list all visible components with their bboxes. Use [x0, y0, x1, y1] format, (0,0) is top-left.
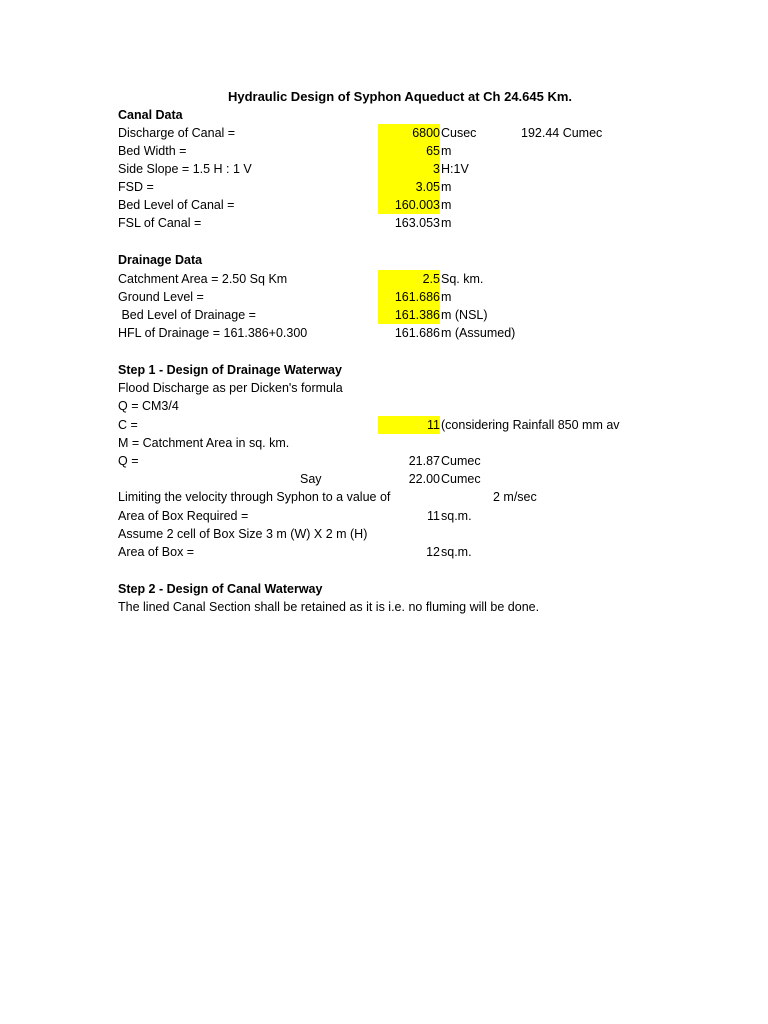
say-unit: Cumec — [441, 472, 481, 486]
bed-level-drainage-value: 161.386 — [394, 308, 440, 322]
ground-level-label: Ground Level = — [118, 290, 204, 304]
page-title: Hydraulic Design of Syphon Aqueduct at Ch 24.645 Km. — [227, 89, 573, 104]
catchment-row — [0, 270, 768, 288]
bed-level-drainage-label: Bed Level of Drainage = — [118, 308, 256, 322]
velocity-label: Limiting the velocity through Syphon to a value of — [118, 490, 391, 504]
q-formula-row — [0, 397, 768, 415]
input-highlight-cell — [378, 160, 440, 178]
hfl-drainage-unit: m (Assumed) — [441, 326, 516, 340]
catchment-value: 2.5 — [422, 272, 440, 286]
area-required-row — [0, 507, 768, 525]
canal-data-heading: Canal Data — [118, 108, 183, 122]
side-slope-value: 3 — [433, 162, 440, 176]
velocity-value: 2 m/sec — [493, 490, 537, 504]
q-result-row — [0, 452, 768, 470]
m-row — [0, 434, 768, 452]
catchment-label: Catchment Area = 2.50 Sq Km — [118, 272, 288, 286]
c-value: 11 — [427, 418, 440, 432]
discharge-row — [0, 124, 768, 142]
fsl-canal-value: 163.053 — [394, 216, 440, 230]
q-formula: Q = CM3/4 — [118, 399, 179, 413]
area-required-unit: sq.m. — [441, 509, 472, 523]
area-box-value: 12 — [426, 545, 440, 559]
step2-heading-row — [0, 580, 768, 598]
fsl-canal-row — [0, 214, 768, 232]
step1-heading: Step 1 - Design of Drainage Waterway — [118, 363, 342, 377]
m-label: M = Catchment Area in sq. km. — [118, 436, 290, 450]
c-row — [0, 416, 768, 434]
bed-width-value: 65 — [426, 144, 440, 158]
step2-note: The lined Canal Section shall be retained as it is i.e. no fluming will be done. — [118, 600, 540, 614]
bed-width-label: Bed Width = — [118, 144, 187, 158]
area-required-value: 11 — [427, 509, 440, 523]
flood-discharge-row — [0, 379, 768, 397]
drainage-data-heading: Drainage Data — [118, 253, 203, 267]
q-value: 21.87 — [408, 454, 440, 468]
ground-level-value: 161.686 — [394, 290, 440, 304]
bed-level-canal-value: 160.003 — [394, 198, 440, 212]
bed-width-row — [0, 142, 768, 160]
velocity-row — [0, 488, 768, 506]
step2-note-row — [0, 598, 768, 616]
ground-level-row — [0, 288, 768, 306]
bed-level-canal-unit: m — [441, 198, 452, 212]
bed-level-drainage-row — [0, 306, 768, 324]
discharge-value: 6800 — [412, 126, 440, 140]
ground-level-unit: m — [441, 290, 452, 304]
q-label: Q = — [118, 454, 139, 468]
bed-level-drainage-unit: m (NSL) — [441, 308, 488, 322]
bed-width-unit: m — [441, 144, 452, 158]
area-box-unit: sq.m. — [441, 545, 472, 559]
discharge-unit: Cusec — [441, 126, 477, 140]
assume-box-row — [0, 525, 768, 543]
discharge-label: Discharge of Canal = — [118, 126, 236, 140]
q-unit: Cumec — [441, 454, 481, 468]
flood-discharge-label: Flood Discharge as per Dicken's formula — [118, 381, 343, 395]
fsl-canal-label: FSL of Canal = — [118, 216, 202, 230]
fsd-value: 3.05 — [415, 180, 440, 194]
hfl-drainage-row — [0, 324, 768, 342]
drainage-data-heading-row — [0, 251, 768, 269]
bed-level-canal-row — [0, 196, 768, 214]
bed-level-canal-label: Bed Level of Canal = — [118, 198, 235, 212]
say-value: 22.00 — [408, 472, 440, 486]
area-required-label: Area of Box Required = — [118, 509, 249, 523]
catchment-unit: Sq. km. — [441, 272, 484, 286]
side-slope-row — [0, 160, 768, 178]
discharge-cumec: 192.44 Cumec — [521, 126, 603, 140]
fsd-label: FSD = — [118, 180, 154, 194]
hfl-drainage-label: HFL of Drainage = 161.386+0.300 — [118, 326, 308, 340]
side-slope-unit: H:1V — [441, 162, 469, 176]
fsd-row — [0, 178, 768, 196]
say-label: Say — [300, 472, 322, 486]
area-box-row — [0, 543, 768, 561]
c-note: (considering Rainfall 850 mm av — [441, 418, 620, 432]
say-row — [0, 470, 768, 488]
area-box-label: Area of Box = — [118, 545, 195, 559]
fsd-unit: m — [441, 180, 452, 194]
fsl-canal-unit: m — [441, 216, 452, 230]
step2-heading: Step 2 - Design of Canal Waterway — [118, 582, 323, 596]
hfl-drainage-value: 161.686 — [394, 326, 440, 340]
c-label: C = — [118, 418, 138, 432]
step1-heading-row — [0, 361, 768, 379]
canal-data-heading-row — [0, 106, 768, 124]
side-slope-label: Side Slope = 1.5 H : 1 V — [118, 162, 252, 176]
assume-box-label: Assume 2 cell of Box Size 3 m (W) X 2 m (H) — [118, 527, 368, 541]
